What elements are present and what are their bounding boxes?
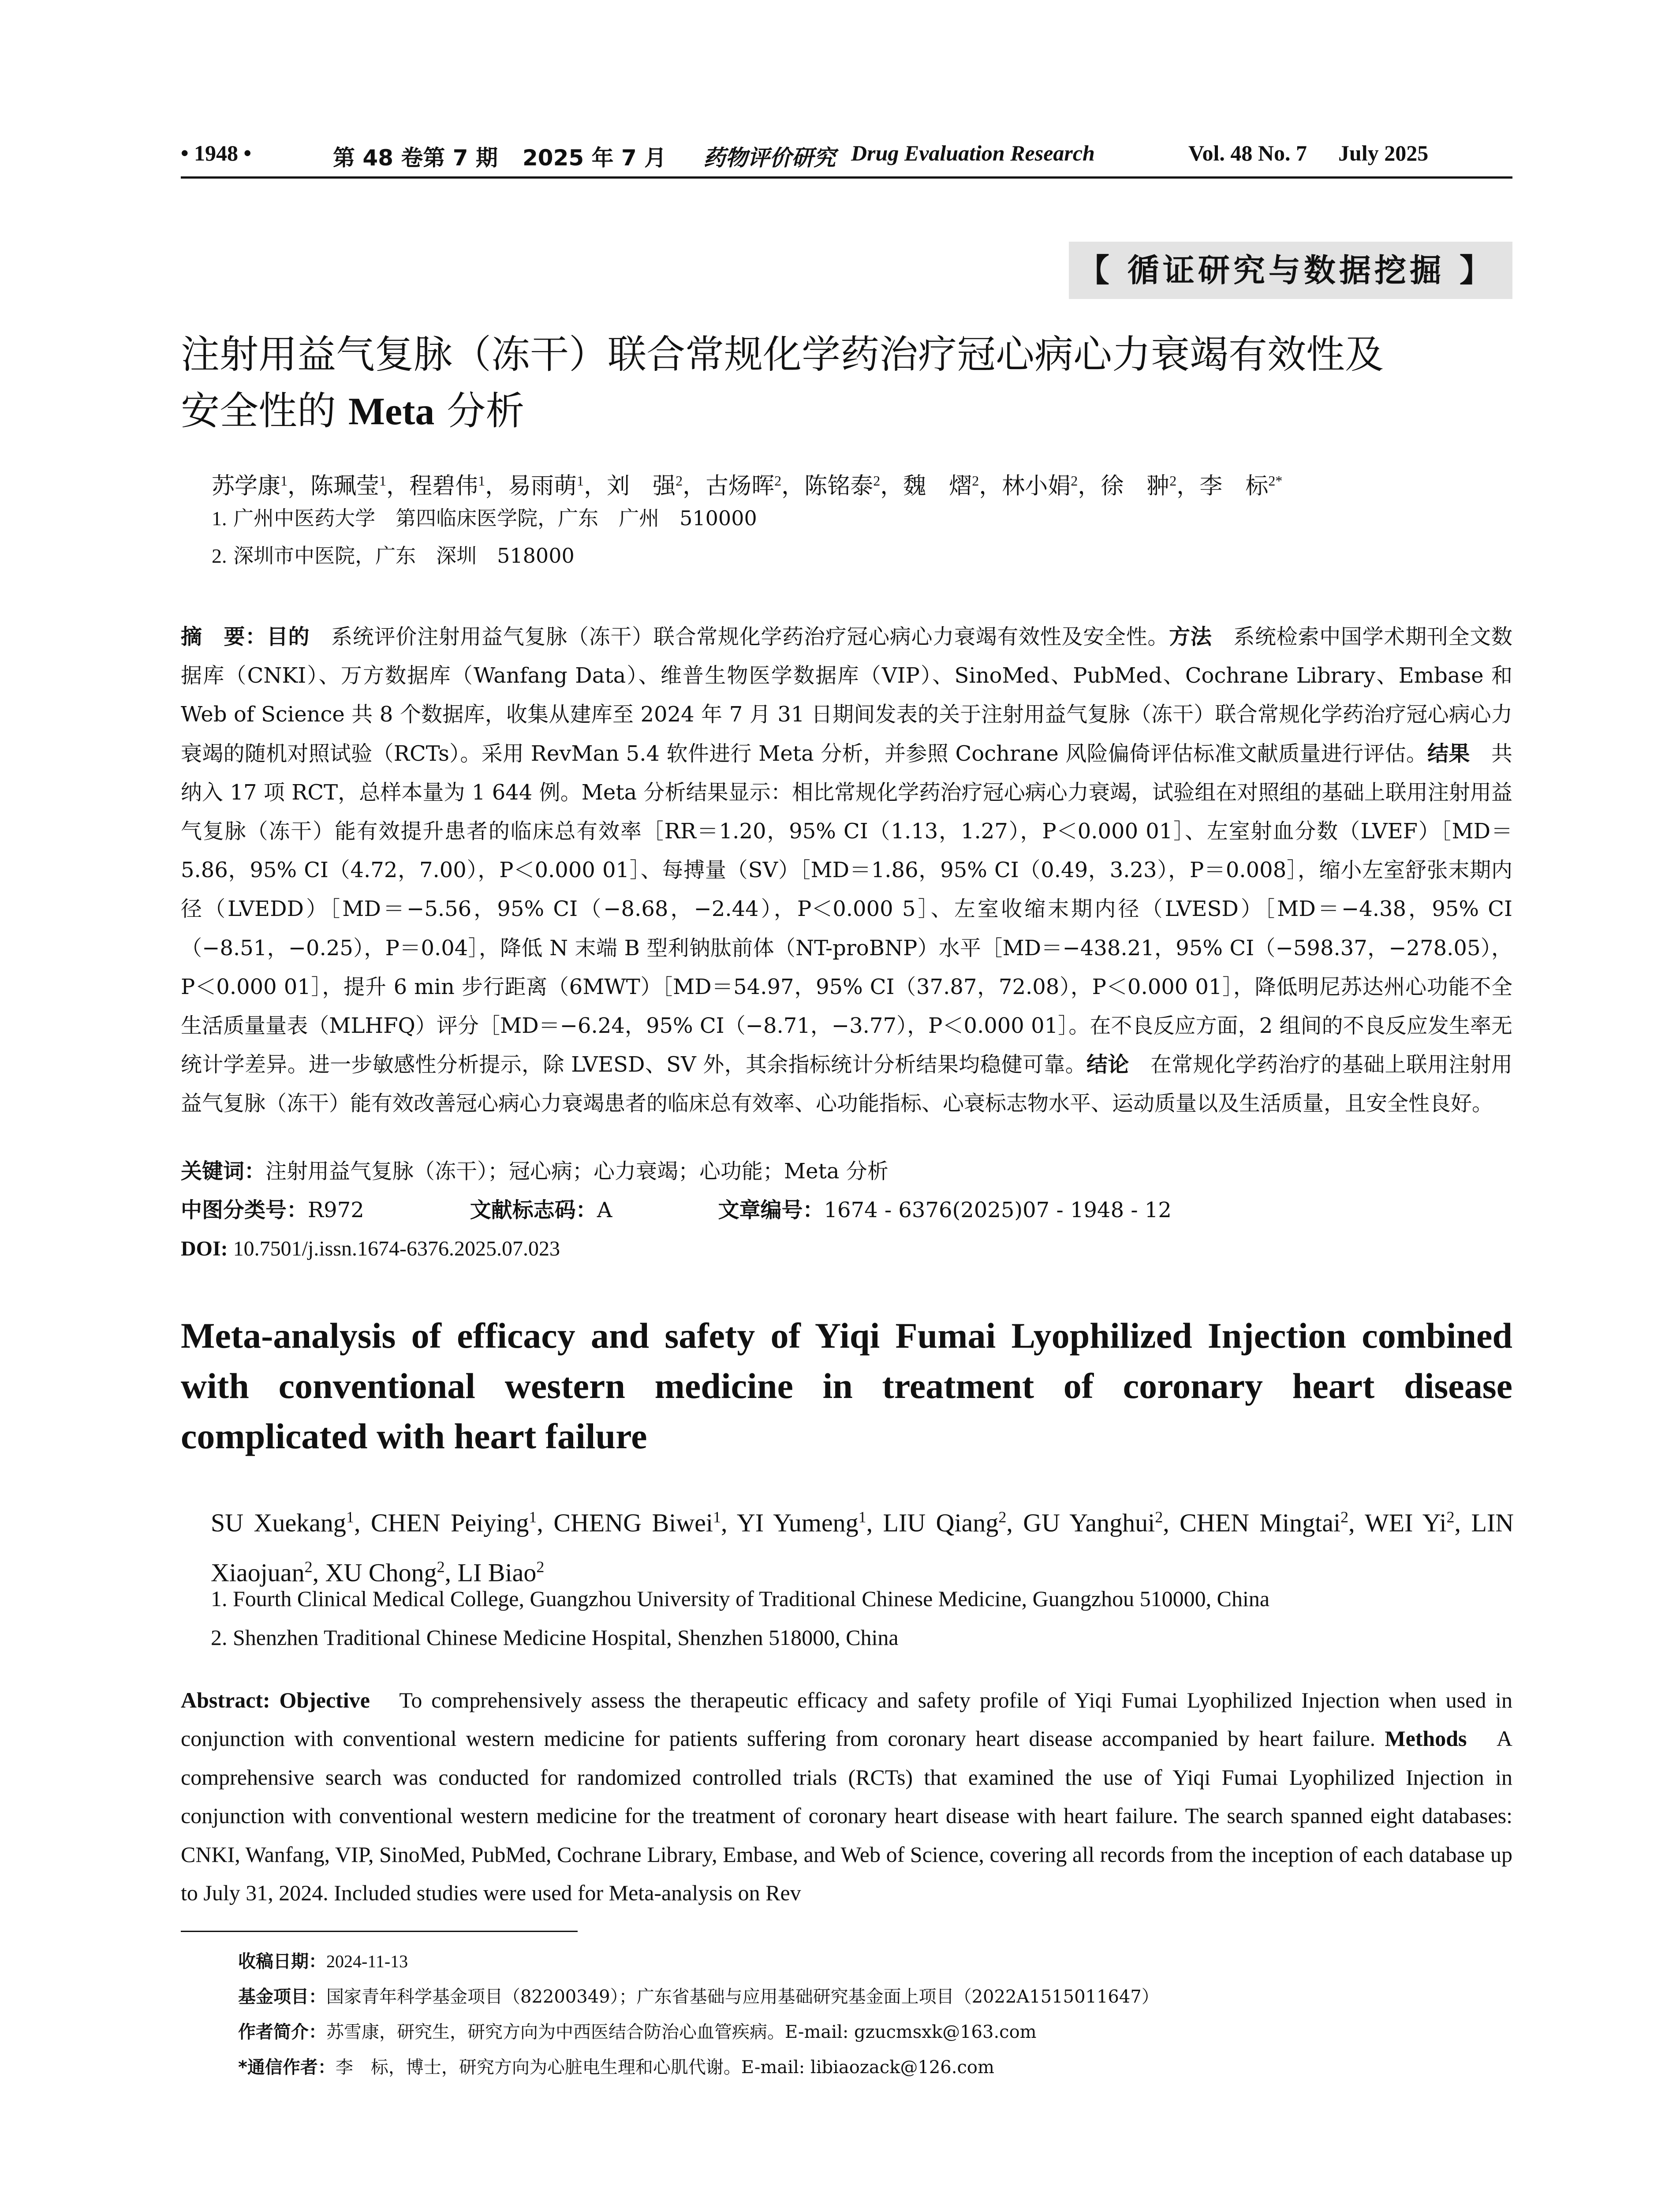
title-cn-line2-suffix: 分析: [434, 388, 525, 434]
author-en-name: YI Yumeng: [736, 1508, 859, 1537]
footnote-author-bio: [238, 2019, 1512, 2045]
author-cn-name: 程碧伟: [409, 473, 478, 500]
doc-code-label: 文献标志码：: [470, 1198, 597, 1222]
abstract-en-methods: A comprehensive search was conducted for randomized controlled trials (RCTs) that examined the use of Yiqi Fumai Lyophilized Injection in conjunction with conventional western medicine for the treatment of coronary heart disease with heart failure. The search spanned eight databases: CNKI, Wanfang, VIP, SinoMed, PubMed, Cochrane Library, Embase, and Web of Science, covering all records from the inception of each database up to July 31, 2024. Included studies were used for Meta-analysis on Rev: [181, 1726, 1513, 1906]
author-cn-affiliation-mark: 2: [774, 473, 782, 489]
title-en: Meta-analysis of efficacy and safety of Yiqi Fumai Lyophilized Injection combined with conventional western medicine in treatment of coronary heart disease complicated with heart failure: [181, 1316, 1512, 1456]
author-cn-name: 徐 翀: [1101, 473, 1170, 500]
journal-name-en: Drug Evaluation Research: [851, 141, 1095, 165]
author-bio-label: 作者简介：: [238, 2022, 326, 2042]
abstract-en-objective-label: Objective: [279, 1688, 370, 1712]
author-en-affiliation-mark: 2: [998, 1508, 1007, 1526]
received-date: 2024-11-13: [326, 1951, 408, 1971]
classification-line: [181, 1191, 1512, 1230]
keywords-text: 注射用益气复脉（冻干）；冠心病；心力衰竭；心功能；Meta 分析: [265, 1159, 889, 1184]
affiliation-cn-2-num: 2.: [212, 545, 227, 567]
abstract-cn-results: 共纳入 17 项 RCT，总样本量为 1 644 例。Meta 分析结果显示：相比常规化学药治疗冠心病心力衰竭，试验组在对照组的基础上联用注射用益气复脉（冻干）能有效提升患者的临床总有效率［RR＝1.20，95% CI（1.13，1.27），P＜0.000 01］、左室射血分数（LVEF）［MD＝5.86，95% CI（4.72，7.00），P＜0.000 01］、每搏量（SV）［MD＝1.86，95% CI（0.49，3.23），P＝0.008］，缩小左室舒张末期内径（LVEDD）［MD＝−5.56，95% CI（−8.68，−2.44），P＜0.000 5］、左室收缩末期内径（LVESD）［MD＝−4.38，95% CI（−8.51，−0.25），P＝0.04］，降低 N 末端 B 型利钠肽前体（NT-proBNP）水平［MD＝−438.21，95% CI（−598.37，−278.05），P＜0.000 01］，提升 6 min 步行距离（6MWT）［MD＝54.97，95% CI（37.87，72.08），P＜0.000 01］，降低明尼苏达州心功能不全生活质量量表（MLHFQ）评分［MD＝−6.24，95% CI（−8.71，−3.77），P＜0.000 01］。在不良反应方面，2 组间的不良反应发生率无统计学差异。进一步敏感性分析提示，除 LVESD、SV 外，其余指标统计分析结果均稳健可靠。: [181, 741, 1512, 1077]
author-en-name: CHEN Mingtai: [1180, 1508, 1341, 1537]
abstract-cn-objective: 系统评价注射用益气复脉（冻干）联合常规化学药治疗冠心病心力衰竭有效性及安全性。: [310, 624, 1169, 649]
title-cn-line2-latin: Meta: [348, 390, 435, 433]
author-cn-affiliation-mark: 2: [873, 473, 881, 489]
clc-label: 中图分类号：: [181, 1198, 308, 1222]
author-cn-name: 魏 熠: [903, 473, 972, 500]
affiliation-cn-1-text: 广州中医药大学 第四临床医学院，广东 广州 510000: [233, 506, 757, 530]
keywords-label: 关键词：: [181, 1159, 266, 1184]
abstract-cn-label: 摘 要：: [181, 624, 267, 649]
author-cn-name: 陈铭泰: [804, 473, 874, 500]
author-en-name: CHENG Biwei: [553, 1508, 713, 1537]
date-cn: 2025 年 7 月: [523, 145, 667, 171]
author-en-name: LIU Qiang: [883, 1508, 999, 1537]
author-en-affiliation-mark: 1: [529, 1508, 537, 1526]
journal-name-cn: 药物评价研究: [703, 145, 836, 171]
author-en-name: LI Biao: [457, 1558, 537, 1587]
keywords-line: [181, 1152, 1512, 1191]
doc-code-value: A: [597, 1198, 612, 1222]
author-cn-affiliation-mark: 2: [1169, 473, 1177, 489]
author-cn-name: 苏学康: [212, 473, 281, 500]
article-number-value: 1674 - 6376(2025)07 - 1948 - 12: [824, 1198, 1172, 1222]
author-cn-name: 古炀晖: [706, 473, 775, 500]
author-cn-affiliation-mark: 1: [577, 473, 584, 489]
footnote-corresponding: [238, 2054, 1512, 2081]
author-list-en: SU Xuekang$^1$, CHEN Peiying$^1$, CHENG Biwei$^1$, YI Yumeng$^1$, LIU Qiang$^2$, GU Yanghui$^2$, CHEN Mingtai$^2$, WEI Yi$^2$, LIN Xiaojuan$^2$, XU Chong$^2$, LI Biao$^2$: [211, 1508, 1514, 1587]
affiliation-cn-1-num: 1.: [212, 507, 227, 530]
author-cn-affiliation-mark: 1: [379, 473, 387, 489]
received-label: 收稿日期：: [238, 1951, 326, 1972]
abstract-cn-objective-label: 目的: [266, 624, 310, 649]
title-cn-line1: 注射用益气复脉（冻干）联合常规化学药治疗冠心病心力衰竭有效性及: [181, 332, 1384, 377]
author-cn-affiliation-mark: 1: [478, 473, 485, 489]
author-en-name: XU Chong: [325, 1558, 437, 1587]
affiliation-cn-2-text: 深圳市中医院，广东 深圳 518000: [233, 544, 575, 568]
affiliation-en-1: 1. Fourth Clinical Medical College, Guangzhou University of Traditional Chinese Medicine, Guangzhou 510000, China: [211, 1586, 1270, 1611]
abstract-cn-conclusion-label: 结论: [1086, 1052, 1129, 1077]
author-en-name: CHEN Peiying: [370, 1508, 529, 1537]
author-en-affiliation-mark: 2: [437, 1558, 445, 1576]
author-en-affiliation-mark: 2: [1155, 1508, 1163, 1526]
title-cn-line2-prefix: 安全性的: [181, 388, 348, 434]
author-cn-name: 李 标: [1199, 473, 1269, 500]
doi-value[interactable]: 10.7501/j.issn.1674-6376.2025.07.023: [228, 1237, 560, 1260]
column-tag: 【 循证研究与数据挖掘 】: [1069, 242, 1512, 299]
footnote-fund: [238, 1984, 1512, 2010]
abstract-en-objective: To comprehensively assess the therapeutic efficacy and safety profile of Yiqi Fumai Lyophilized Injection when used in conjunction with conventional western medicine for patients suffering from coronary heart disease accompanied by heart failure.: [181, 1688, 1512, 1751]
author-cn-name: 林小娟: [1002, 473, 1071, 500]
author-en-affiliation-mark: 1: [346, 1508, 354, 1526]
running-header: [181, 140, 1512, 171]
author-en-name: SU Xuekang: [211, 1508, 346, 1537]
author-en-name: WEI Yi: [1364, 1508, 1447, 1537]
footnote-received: [238, 1948, 1512, 1975]
author-cn-affiliation-mark: 2: [972, 473, 979, 489]
date-en: July 2025: [1338, 141, 1429, 165]
abstract-en-label: Abstract:: [181, 1688, 280, 1712]
author-cn-affiliation-mark: 2: [676, 473, 683, 489]
footnote-rule: [181, 1931, 578, 1932]
title-cn: [181, 326, 1512, 440]
affiliation-cn-2: [212, 540, 1517, 572]
author-en-name: LIN Xiaojuan: [211, 1508, 1514, 1587]
article-number-label: 文章编号：: [718, 1198, 824, 1222]
abstract-en: [181, 1681, 1512, 1912]
author-cn-name: 刘 强: [607, 473, 676, 500]
author-en-affiliation-mark: 1: [858, 1508, 866, 1526]
author-en-affiliation-mark: 2: [1446, 1508, 1455, 1526]
fund-label: 基金项目：: [238, 1987, 326, 2007]
author-cn-name: 易雨萌: [508, 473, 577, 500]
corresponding-label: *通信作者：: [238, 2057, 336, 2078]
author-bio-text: 苏雪康，研究生，研究方向为中西医结合防治心血管疾病。E-mail: gzucmsxk@163.com: [326, 2022, 1037, 2042]
clc-value: R972: [308, 1198, 364, 1222]
author-cn-affiliation-mark: 2*: [1268, 473, 1283, 489]
abstract-cn: [181, 617, 1512, 1123]
doi-label: DOI:: [181, 1237, 228, 1260]
author-en-affiliation-mark: 1: [713, 1508, 721, 1526]
fund-text: 国家青年科学基金项目（82200349）；广东省基础与应用基础研究基金面上项目（2022A1515011647）: [326, 1987, 1159, 2007]
abstract-cn-conclusion: 在常规化学药治疗的基础上联用注射用益气复脉（冻干）能有效改善冠心病心力衰竭患者的临床总有效率、心功能指标、心衰标志物水平、运动质量以及生活质量，且安全性良好。: [181, 1052, 1512, 1116]
header-rule: [181, 176, 1512, 179]
page-number: • 1948 •: [181, 141, 252, 165]
author-en-affiliation-mark: 2: [536, 1558, 545, 1576]
title-cn-line2: [181, 383, 1512, 440]
abstract-cn-methods: 系统检索中国学术期刊全文数据库（CNKI）、万方数据库（Wanfang Data）、维普生物医学数据库（VIP）、SinoMed、PubMed、Cochrane Library、Embase 和 Web of Science 共 8 个数据库，收集从建库至 2024 年 7 月 31 日期间发表的关于注射用益气复脉（冻干）联合常规化学药治疗冠心病心力衰竭的随机对照试验（RCTs）。采用 RevMan 5.4 软件进行 Meta 分析，并参照 Cochrane 风险偏倚评估标准文献质量进行评估。: [181, 624, 1512, 766]
affiliation-cn-1: [212, 503, 1517, 534]
abstract-en-methods-label: Methods: [1385, 1726, 1467, 1751]
abstract-cn-methods-label: 方法: [1169, 624, 1212, 649]
author-cn-affiliation-mark: 1: [280, 473, 288, 489]
volume-cn: 第 48 卷第 7 期: [333, 145, 498, 171]
abstract-cn-results-label: 结果: [1427, 741, 1470, 766]
doi-line: [181, 1230, 1512, 1268]
volume-en: Vol. 48 No. 7: [1188, 141, 1307, 165]
author-list-cn: 苏学康$^1$，陈珮莹$^1$，程碧伟$^1$，易雨萌$^1$，刘 强$^2$，古炀晖$^2$，陈铭泰$^2$，魏 熠$^2$，林小娟$^2$，徐 翀$^2$，李 标$^{2*}$: [212, 473, 1283, 500]
author-en-affiliation-mark: 2: [1340, 1508, 1349, 1526]
author-en-name: GU Yanghui: [1023, 1508, 1155, 1537]
author-cn-name: 陈珮莹: [310, 473, 380, 500]
corresponding-text: 李 标，博士，研究方向为心脏电生理和心肌代谢。E-mail: libiaozack@126.com: [335, 2057, 994, 2078]
author-en-affiliation-mark: 2: [304, 1558, 313, 1576]
author-cn-affiliation-mark: 2: [1071, 473, 1078, 489]
affiliation-en-2: 2. Shenzhen Traditional Chinese Medicine Hospital, Shenzhen 518000, China: [211, 1625, 899, 1650]
